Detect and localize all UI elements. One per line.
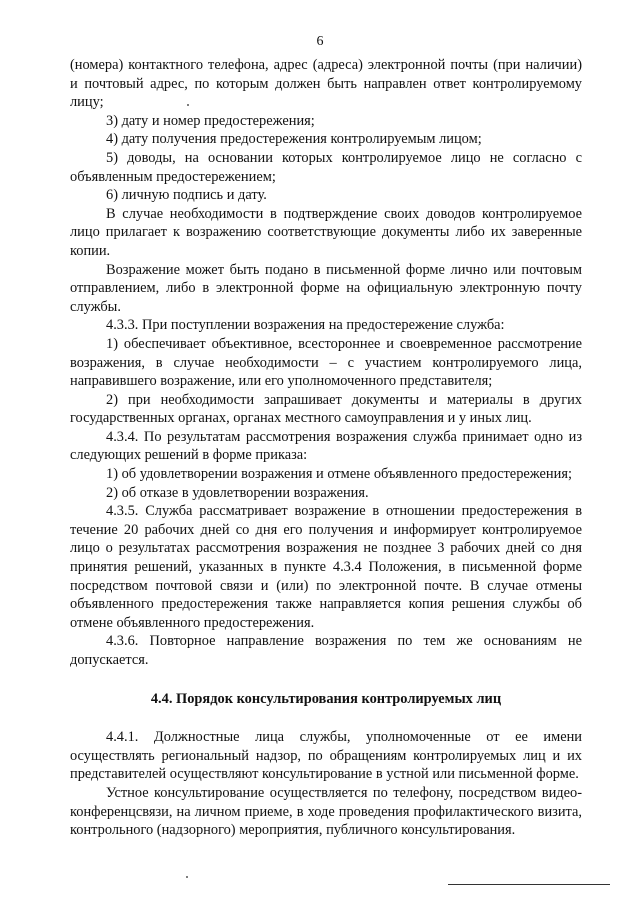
scan-speck [186, 876, 188, 878]
paragraph-oral-consulting: Устное консультирование осуществляется по телефону, посредством видео-конференцсвязи, на личном приеме, в ходе проведения профилактического визита, контрольного (надзорного) мероприятия, публичного консультирования. [70, 784, 582, 839]
section-heading: 4.4. Порядок консультирования контролируемых лиц [150, 690, 502, 707]
paragraph-4-3-3: 4.3.3. При поступлении возражения на предостережение служба: [106, 317, 505, 334]
paragraph-4-3-4-item-1: 1) об удовлетворении возражения и отмене объявленного предостережения; [106, 466, 572, 483]
paragraph-4-3-4-item-2: 2) об отказе в удовлетворении возражения. [106, 484, 369, 501]
footer-rule [448, 884, 610, 885]
paragraph-item-3: 3) дату и номер предостережения; [106, 112, 315, 129]
paragraph-item-6: 6) личную подпись и дату. [106, 187, 267, 204]
document-body [70, 56, 582, 840]
paragraph-item-4: 4) дату получения предостережения контролируемым лицом; [106, 131, 482, 148]
paragraph-4-3-5: 4.3.5. Служба рассматривает возражение в отношении предостережения в течение 20 рабочих дней со дня его получения и информирует контролируемое лицо о результатах рассмотрения возражения не позднее 3 рабочих дней со дня принятия решений, указанных в пункте 4.3.4 Положения, в письменной форме посредством почтовой связи и (или) по электронной почте. В случае отмены объявленного предостережения также направляется копия решения службы об отмене объявленного предостережения. [70, 503, 582, 631]
paragraph-4-3-4: 4.3.4. По результатам рассмотрения возражения служба принимает одно из следующих решений в форме приказа: [70, 428, 582, 464]
paragraph-submission: Возражение может быть подано в письменной форме лично или почтовым отправлением, либо в электронной форме на официальную электронную почту службы. [70, 261, 582, 315]
scan-speck [187, 104, 189, 106]
paragraph-item-5: 5) доводы, на основании которых контролируемое лицо не согласно с объявленным предостережением; [70, 149, 582, 185]
paragraph-4-3-3-item-1: 1) обеспечивает объективное, всестороннее и своевременное рассмотрение возражения, в случае необходимости – с участием контролируемого лица, направившего возражение, или его уполномоченного представителя; [70, 335, 582, 390]
page-number: 6 [316, 34, 324, 49]
paragraph-4-4-1: 4.4.1. Должностные лица службы, уполномоченные от ее имени осуществлять региональный надзор, по обращениям контролируемых лиц и их представителей осуществляют консультирование в устной или письменной форме. [70, 729, 582, 783]
paragraph-4-3-3-item-2: 2) при необходимости запрашивает документы и материалы в других государственных органах, органах местного самоуправления и у иных лиц. [70, 391, 582, 427]
paragraph-4-3-6: 4.3.6. Повторное направление возражения по тем же основаниям не допускается. [70, 633, 582, 668]
paragraph-contact-details: (номера) контактного телефона, адрес (адреса) электронной почты (при наличии) и почтовый адрес, по которым должен быть направлен ответ контролируемому лицу; [70, 57, 582, 111]
paragraph-attachments: В случае необходимости в подтверждение своих доводов контролируемое лицо прилагает к возражению соответствующие документы либо их заверенные копии. [70, 205, 582, 259]
